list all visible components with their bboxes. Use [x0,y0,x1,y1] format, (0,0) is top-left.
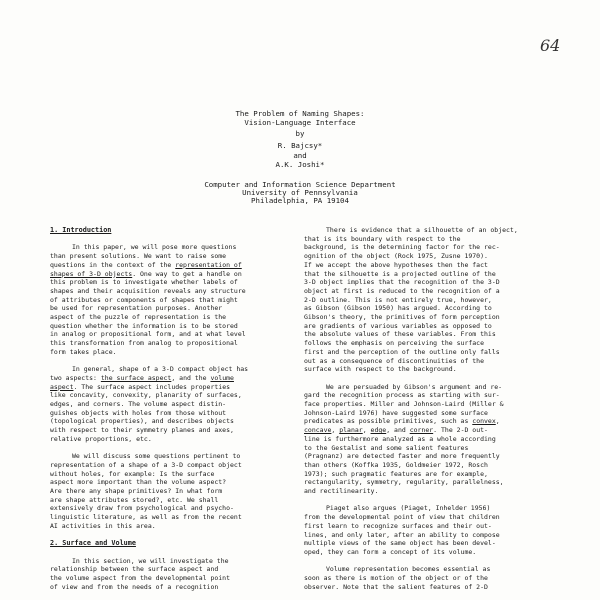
right-paragraph-2: We are persuaded by Gibson's argument and re- gard the recognition process as starting with sur- face properties. Miller and Johnson-Laird (Miller & Johnson-Laird 1976) have suggested some surface predicates as possible primitives, such as convex, concave, planar, edge, and corner. The 2-D out- line is furthermore analyzed as a whole according to the Gestalist and some salient features (Pragnanz) are detected faster and more frequently than others (Koffka 1935, Goldmeier 1972, Rosch 1973); such pragmatic features are for example, rectangularity, symmetry, regularity, parallelness, and rectilinearity. [304,382,504,496]
section-2-heading [50,539,288,548]
by-label: by [295,129,305,138]
and-label: and [293,151,307,160]
right-paragraph-4: Volume representation becomes essential as soon as there is motion of the object or of the observer. Note that the salient features of 2-D [304,565,491,591]
section-1-heading [50,226,288,235]
section-2-paragraph-1: In this section, we will investigate the relationship between the surface aspect and the volume aspect from the developmental point of view and from the needs of a recognition [50,556,231,591]
section-2-heading-text: 2. Surface and Volume [50,539,136,548]
left-column [50,226,288,591]
page-number: 64 [540,36,561,55]
affiliation-department: Computer and Information Science Department [204,180,396,189]
paper-title-line-1: The Problem of Naming Shapes: [235,109,365,118]
intro-paragraph-2: In general, shape of a 3-D compact object has two aspects: the surface aspect, and the volume aspect. The surface aspect includes properties like concavity, convexity, planarity of surfaces, edges, and corners. The volume aspect distin- guishes objects with holes from those without (topological properties), and describes objects with respect to their symmetry planes and axes, relative proportions, etc. [50,365,249,443]
intro-paragraph-3: We will discuss some questions pertinent to representation of a shape of a 3-D compact object without holes, for example: Is the surface aspect more important than the volume aspect? Are there any shape primitives? In what form are shape attributes stored?, etc. We shall extensively draw from psychological and psycho- linguistic literature, as well as from the recent AI activities in this area. [50,452,242,530]
right-column [304,226,558,591]
affiliation-university: University of Pennsylvania [242,188,358,197]
affiliation-city: Philadelphia, PA 19104 [251,196,349,205]
author-1: R. Bajcsy* [277,141,323,150]
right-paragraph-3: Piaget also argues (Piaget, Inhelder 1956) from the developmental point of view that children first learn to recognize surfaces and their out- lines, and only later, after an ability to compose multiple views of the same object has been devel- oped, they can form a concept of its volume. [304,504,500,556]
author-2: A.K. Joshi* [275,160,325,169]
intro-paragraph-1: In this paper, we will pose more questions than present solutions. We want to raise some questions in the context of the representation of shapes of 3-D objects. One way to get a handle on this problem is to investigate whether labels of shapes and their acquisition reveals any structure of attributes or components of shapes that might be used for representation purposes. Another aspect of the puzzle of representation is the question whether the information is to be stored in analog or propositional form, and at what level this transformation from analog to propositional form takes place. [50,243,246,356]
paper-title-line-2: Vision-Language Interface [244,118,356,127]
section-1-heading-text: 1. Introduction [50,226,112,234]
right-paragraph-1: There is evidence that a silhouette of an object, that is its boundary with respect to the background, is the determining factor for the rec- ognition of the object (Rock 1975, Zusne 1970). If we accept the above hypotheses then the fact that the silhouette is a projected outline of the 3-D object implies that the recognition of the 3-D object at first is reduced to the recognition of a 2-D outline. This is not entirely true, however, as Gibson (Gibson 1950) has argued. According to Gibson's theory, the primitives of form perception are gradients of various variables as opposed to the absolute values of these variables. From this follows the emphasis on perceiving the surface first and the perception of the outline only falls out as a consequence of discontinuities of the surface with respect to the background. [304,226,518,374]
